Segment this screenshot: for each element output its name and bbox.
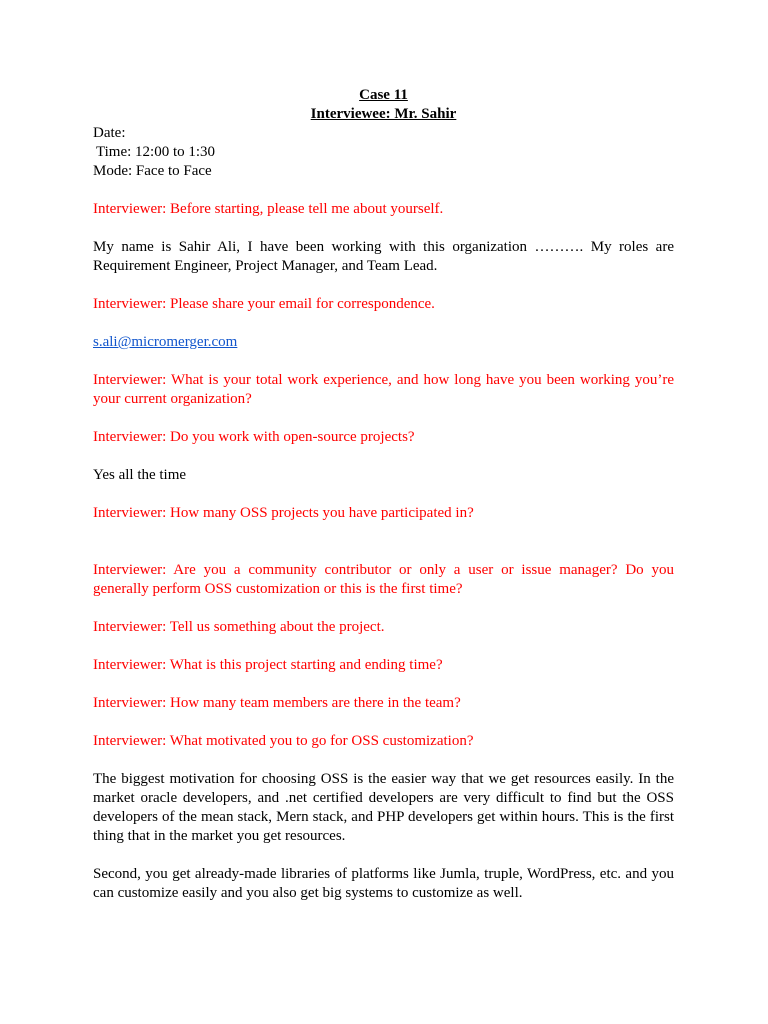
time-line: Time: 12:00 to 1:30: [96, 144, 216, 160]
blank-answer-space: [93, 542, 674, 561]
interviewer-question-6: Interviewer: Are you a community contributor or only a user or issue manager? Do you generally perform OSS customization or this is the first time?: [93, 562, 674, 597]
answer-4: Yes all the time: [93, 467, 187, 483]
interviewer-question-8: Interviewer: What is this project starting and ending time?: [93, 657, 443, 673]
mode-line: Mode: Face to Face: [93, 163, 212, 179]
interviewer-question-5: Interviewer: How many OSS projects you have participated in?: [93, 505, 474, 521]
case-title: Case 11: [359, 87, 408, 103]
interviewer-question-2: Interviewer: Please share your email for correspondence.: [93, 296, 435, 312]
date-line: Date:: [93, 125, 126, 141]
document-page: [93, 86, 674, 922]
interviewer-question-9: Interviewer: How many team members are there in the team?: [93, 695, 461, 711]
interviewee-heading: Interviewee: Mr. Sahir: [310, 106, 457, 122]
interviewer-question-10: Interviewer: What motivated you to go for OSS customization?: [93, 733, 474, 749]
interviewer-question-4: Interviewer: Do you work with open-source projects?: [93, 429, 415, 445]
interviewer-question-1: Interviewer: Before starting, please tell me about yourself.: [93, 201, 444, 217]
answer-1: My name is Sahir Ali, I have been working with this organization ………. My roles are Requirement Engineer, Project Manager, and Team Lead.: [93, 239, 674, 274]
answer-10-paragraph-2: Second, you get already-made libraries of platforms like Jumla, truple, WordPress, etc. and you can customize easily and you also get big systems to customize as well.: [93, 866, 674, 901]
interviewer-question-3: Interviewer: What is your total work experience, and how long have you been working you’re your current organization?: [93, 372, 674, 407]
interviewer-question-7: Interviewer: Tell us something about the project.: [93, 619, 385, 635]
email-link[interactable]: s.ali@micromerger.com: [93, 334, 238, 350]
answer-10-paragraph-1: The biggest motivation for choosing OSS is the easier way that we get resources easily. In the market oracle developers, and .net certified developers are very difficult to find but the OSS developers of the mean stack, Mern stack, and PHP developers get within hours. This is the first thing that in the market you get resources.: [93, 771, 674, 844]
